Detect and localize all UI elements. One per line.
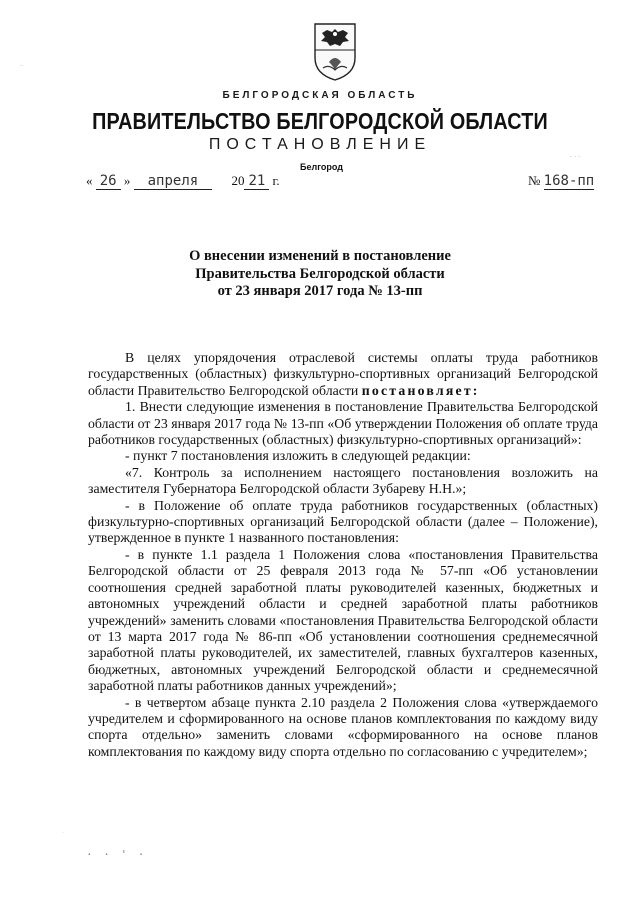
coat-of-arms-emblem (313, 20, 357, 82)
scan-artifact: · (62, 830, 64, 837)
number-value: 168-пп (543, 173, 595, 189)
scan-artifact: · · ' · (86, 848, 147, 861)
paragraph-5: - в пункте 1.1 раздела 1 Положения слова «постановления Правительства Белгородской области от 25 февраля 2013 года № 57-пп «Об установлении соотношения средней заработной платы руководителей казенных, бюджетных и автономных учреждений области и средней заработной платы работников учреждений» заменить словами «постановления Правительства Белгородской области от 13 марта 2017 года № 86-пп «Об установлении соотношения среднемесячной заработной платы руководителей, их заместителей, главных бухгалтеров казенных, бюджетных, автономных учреждений Белгородской области и среднемесячной заработной платы работников данных учреждений»; (88, 546, 598, 694)
paragraph-2: - пункт 7 постановления изложить в следующей редакции: (125, 448, 471, 464)
number-sign: № (528, 173, 541, 188)
paragraph-6: - в четвертом абзаце пункта 2.10 раздела 2 Положения слова «утверждаемого учредителем и сформированного на основе планов комплектования по каждому виду спорта отдельно» заменить словами «сформированного на основе планов комплектования по каждому виду спорта отдельно по согласованию с учредителем»; (88, 694, 598, 759)
paragraph-3: «7. Контроль за исполнением настоящего постановления возложить на заместителя Губернатора Белгородской области Зубареву Н.Н.»; (88, 464, 598, 497)
decree-body (88, 350, 598, 760)
city-name: Белгород (300, 162, 343, 172)
date-year-abbr: г. (272, 173, 280, 188)
date-close-quote: » (123, 173, 131, 188)
decree-number (528, 173, 594, 189)
date-month: апреля (134, 173, 213, 190)
date-year-suffix: 21 (244, 173, 269, 190)
title-line-2: Правительства Белгородской области (195, 265, 445, 282)
paragraph-4: - в Положение об оплате труда работников государственных (областных) физкультурно-спортивных организаций Белгородской области (далее – Положение), утвержденное в пункте 1 названного постановления: (88, 497, 598, 546)
region-name: БЕЛГОРОДСКАЯ ОБЛАСТЬ (222, 90, 418, 101)
date-year-prefix: 20 (231, 173, 245, 188)
intro-paragraph (88, 350, 598, 399)
decree-title (120, 248, 520, 301)
paragraph-1: 1. Внести следующие изменения в постановление Правительства Белгородской области от 23 января 2017 года № 13-пп «Об утверждении Положения об оплате труда работников государственных (областных) физкультурно-спортивных организаций»: (88, 399, 598, 448)
intro-text: В целях упорядочения отраслевой системы оплаты труда работников государственных (областных) физкультурно-спортивных организаций Белгородской области Правительство Белгородской области (88, 350, 598, 398)
date-day: 26 (96, 173, 121, 190)
scan-artifact: - - - (570, 153, 581, 160)
document-type: ПОСТАНОВЛЕНИЕ (208, 136, 432, 153)
title-line-1: О внесении изменений в постановление (189, 248, 451, 264)
government-name: ПРАВИТЕЛЬСТВО БЕЛГОРОДСКОЙ ОБЛАСТИ (92, 108, 548, 134)
scan-artifact: – (20, 62, 23, 69)
resolves-word: постановляет: (361, 382, 480, 398)
date-open-quote: « (86, 173, 93, 188)
decree-date (86, 173, 280, 189)
title-line-3: от 23 января 2017 года № 13-пп (217, 283, 423, 299)
